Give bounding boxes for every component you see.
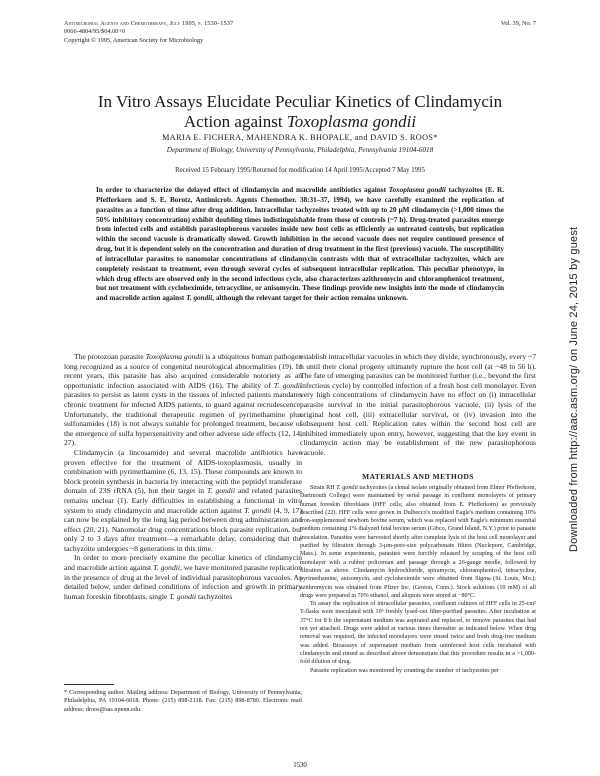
page-number: 1530 <box>293 762 307 769</box>
volume-issue: Vol. 39, No. 7 <box>500 20 536 27</box>
introduction-left-column <box>64 352 302 680</box>
download-watermark: Downloaded from http://aac.asm.org/ on June 24, 2015 by guest <box>568 226 580 552</box>
intro-paragraph-3 <box>64 553 302 601</box>
introduction-right-column <box>300 352 536 464</box>
abstract-italic-2: T. gondii <box>186 294 213 303</box>
methods-text <box>300 484 536 758</box>
methods-text-span: Strain RH <box>310 485 337 491</box>
intro-text: parasites to persist as latent cysts in the tissues of infected patients mandates chronic treatment for infected AIDS patients, to guard against recrudescence. Unfortunately, the traditional therapeutic regimen of pyrimethamine plus sulfonamides (18) is not always suitable for prolonged treatment, because of the emergence of sulfa hypersensitivity and other adverse side effects (12, 14, 27). <box>64 390 302 448</box>
methods-paragraph-3: Parasite replication was monitored by counting the number of tachyzoites per <box>310 667 499 674</box>
copyright-line: Copyright © 1995, American Society for Microbiology <box>64 36 204 44</box>
title-line-2 <box>64 112 536 132</box>
intro-text: is a ubiquitous human pathogen long recognized as a source of congenital neurological abnormalities (19). In recent years, this parasite has also acquired considerable notoriety as an opportunistic infection associated with AIDS (16). The ability of <box>64 352 302 390</box>
intro-paragraph-1 <box>64 352 302 448</box>
received-dates: Received 15 February 1995/Returned for modification 14 April 1995/Accepted 7 May 1995 <box>175 167 425 174</box>
abstract-italic-1: Toxoplasma gondii <box>388 186 446 194</box>
intro-text: tachyzoites <box>196 591 233 601</box>
intro-italic: Toxoplasma gondii <box>145 352 204 361</box>
intro-italic: T. gondii <box>207 486 235 496</box>
intro-text: The protozoan parasite <box>74 352 146 361</box>
methods-text-span: tachyzoites (a clonal isolate originally obtained from Elmer Pfefferkorn, Dartmouth College) were maintained by serial passage in confluent monolayers of primary human foreskin fibroblasts (HFF cells; also obtained from E. Pfefferkorn) as previously described (22). HFF cells were grown in Dulbecco's modified Eagle's medium containing 10% iron-supplemented newborn bovine serum, which was replaced with Eagle's minimum essential medium containing 1% dialyzed fetal bovine serum (Gibco, Grand Island, N.Y.) prior to parasite inoculation. Parasites were harvested shortly after complete lysis of the host cell monolayer and purified by filtration through 3-μm-pore-size polycarbonate filters (Nuclepore, Cambridge, Mass.). In some experiments, parasites were forcibly released by scraping of the host cell monolayer with a rubber policeman and passage through a 26-gauge needle, followed by filtration as above. Clindamycin hydrochloride, spiramycin, chloramphenicol, tetracycline, pyrimethamine, anisomycin, and cycloheximide were obtained from Sigma (St. Louis, Mo.); azithromycin was obtained from Pfizer Inc. (Groton, Conn.). Stock solutions (10 mM) of all drugs were prepared in 70% ethanol, and aliquots were stored at −80°C. <box>300 485 536 599</box>
section-heading-methods: MATERIALS AND METHODS <box>362 472 474 481</box>
abstract <box>96 186 504 344</box>
methods-paragraph-1 <box>300 484 536 600</box>
methods-paragraph-2: To assay the replication of intracellular parasites, confluent cultures of HFF cells in 25-cm² T-flasks were inoculated with 10⁶ freshly lysed-out filter-purified parasites. After incubation at 37°C for 8 h the supernatant medium was aspirated and replaced, to remove parasites that had not yet attached. Drugs were added at various times thereafter as indicated below. When drug removal was required, the infected monolayers were rinsed twice and fresh drug-free medium was added. Bioassays of supernatant medium from uninfected host cells incubated with clindamycin and rinsed as described above demonstrate that this procedure results in a >1,000-fold dilution of drug. <box>300 601 536 666</box>
article-title <box>64 92 536 132</box>
intro-italic: T. gondii <box>244 505 272 515</box>
intro-text: and related parasites remains unclear (1). Early difficulties in establishing a functional in vitro system to study clindamycin and macrolide action against <box>64 486 302 515</box>
intro-continued-paragraph: establish intracellular vacuoles in which they divide, synchronously, every ~7 h until their clonal progeny ultimately rupture the host cell (at ~48 to 56 h). The fate of emerging parasites can be monitored further (i.e., beyond the first infectious cycle) by controlled infection of a fresh host cell monolayer. Even very high concentrations of clindamycin have no effect on (i) intracellular parasite survival in the initial parasitophorous vacuole, (ii) lysis of the original host cell, (iii) extracellular survival, or (iv) invasion into the subsequent host cell. Replication rates within the second host cell are inhibited immediately upon entry, however, suggesting that the key event in clindamycin action may be establishment of the new parasitophorous vacuole. <box>300 352 536 457</box>
intro-text: , we have monitored parasite replication in the presence of drug at the level of individual parasitophorous vacuoles. As detailed below, under defined conditions of infection and growth in primary human foreskin fibroblasts, single <box>64 563 302 601</box>
intro-paragraph-2 <box>64 448 302 554</box>
intro-italic: T. gondii <box>153 563 180 573</box>
intro-text: Clindamycin (a lincosamide) and several macrolide antibiotics have proven effective for the treatment of AIDS-toxoplasmosis, usually in combination with pyrimethamine (6, 13, 15). These compounds are known to block protein synthesis in bacteria by interacting with the peptidyl transferase domain of 23S rRNA (5), but their target in <box>64 447 302 496</box>
methods-italic: T. gondii <box>336 485 358 491</box>
author-list: MARIA E. FICHERA, MAHENDRA K. BHOPALE, and DAVID S. ROOS* <box>162 133 438 142</box>
affiliation: Department of Biology, University of Pennsylvania, Philadelphia, Pennsylvania 19104-6018 <box>166 146 434 154</box>
title-prefix: Action against <box>183 112 287 131</box>
abstract-text-1: In order to characterize the delayed effect of clindamycin and macrolide antibiotics against <box>96 186 389 194</box>
journal-citation: Antimicrobial Agents and Chemotherapy, July 1995, p. 1530–1537 <box>64 20 234 27</box>
abstract-text-3: , although the relevant target for their action remains unknown. <box>212 294 408 303</box>
title-organism: Toxoplasma gondii <box>286 112 417 131</box>
title-line-1: In Vitro Assays Elucidate Peculiar Kinetics of Clindamycin <box>97 92 503 111</box>
running-header <box>64 20 233 45</box>
intro-text: In order to more precisely examine the peculiar kinetics of clindamycin and macrolide action against <box>64 553 302 573</box>
abstract-text-2: tachyzoites (E. R. Pfefferkorn and S. E. Borotz, Antimicrob. Agents Chemother. 38:31–37, 1994), we have carefully examined the replication of parasites as a function of time after drug addition. Intracellular tachyzoites treated with up to 20 μM clindamycin (>1,000 times the 50% inhibitory concentration) exhibit doubling times indistinguishable from those of controls (~7 h). Drug-treated parasites emerge from infected cells and establish parasitophorous vacuoles inside new host cells as efficiently as untreated controls, but replication within the second vacuole is dramatically slowed. Growth inhibition in the second vacuole does not require continued presence of drug, but it is dependent solely on the concentration and duration of drug treatment in the first (previous) vacuole. The susceptibility of intracellular parasites to nanomolar concentrations of clindamycin contrasts with that of extracellular tachyzoites, which are completely resistant to treatment, even through several cycles of subsequent intracellular replication. This peculiar phenotype, in which drug effects are observed only in the second infectious cycle, also characterizes azithromycin and chloramphenicol treatment, but not treatment with cycloheximide, tetracycline, or anisomycin. These findings provide new insights into the mode of clindamycin and macrolide action against <box>96 186 504 303</box>
footnote-divider <box>64 684 114 685</box>
intro-italic: T. gondii <box>169 591 197 601</box>
corresponding-author-footnote: * Corresponding author. Mailing address: Department of Biology, University of Pennsylvania, Philadelphia, PA 19104-6018. Phone: (215) 898-2118. Fax: (215) 898-8780. Electronic mail address: droos@sas.upenn.edu. <box>64 689 302 713</box>
intro-text: (4, 9, 17) can now be explained by the long lag period between drug administration and effect (20, 21). Nanomolar drug concentrations block parasite replication, but only 2 to 3 days after treatment—a remarkable delay, considering that the tachyzoite undergoes ~8 generations in this time. <box>64 505 302 553</box>
issn-line: 0066-4804/95/$04.00+0 <box>64 28 126 36</box>
intro-italic: T. gondii <box>273 380 302 390</box>
